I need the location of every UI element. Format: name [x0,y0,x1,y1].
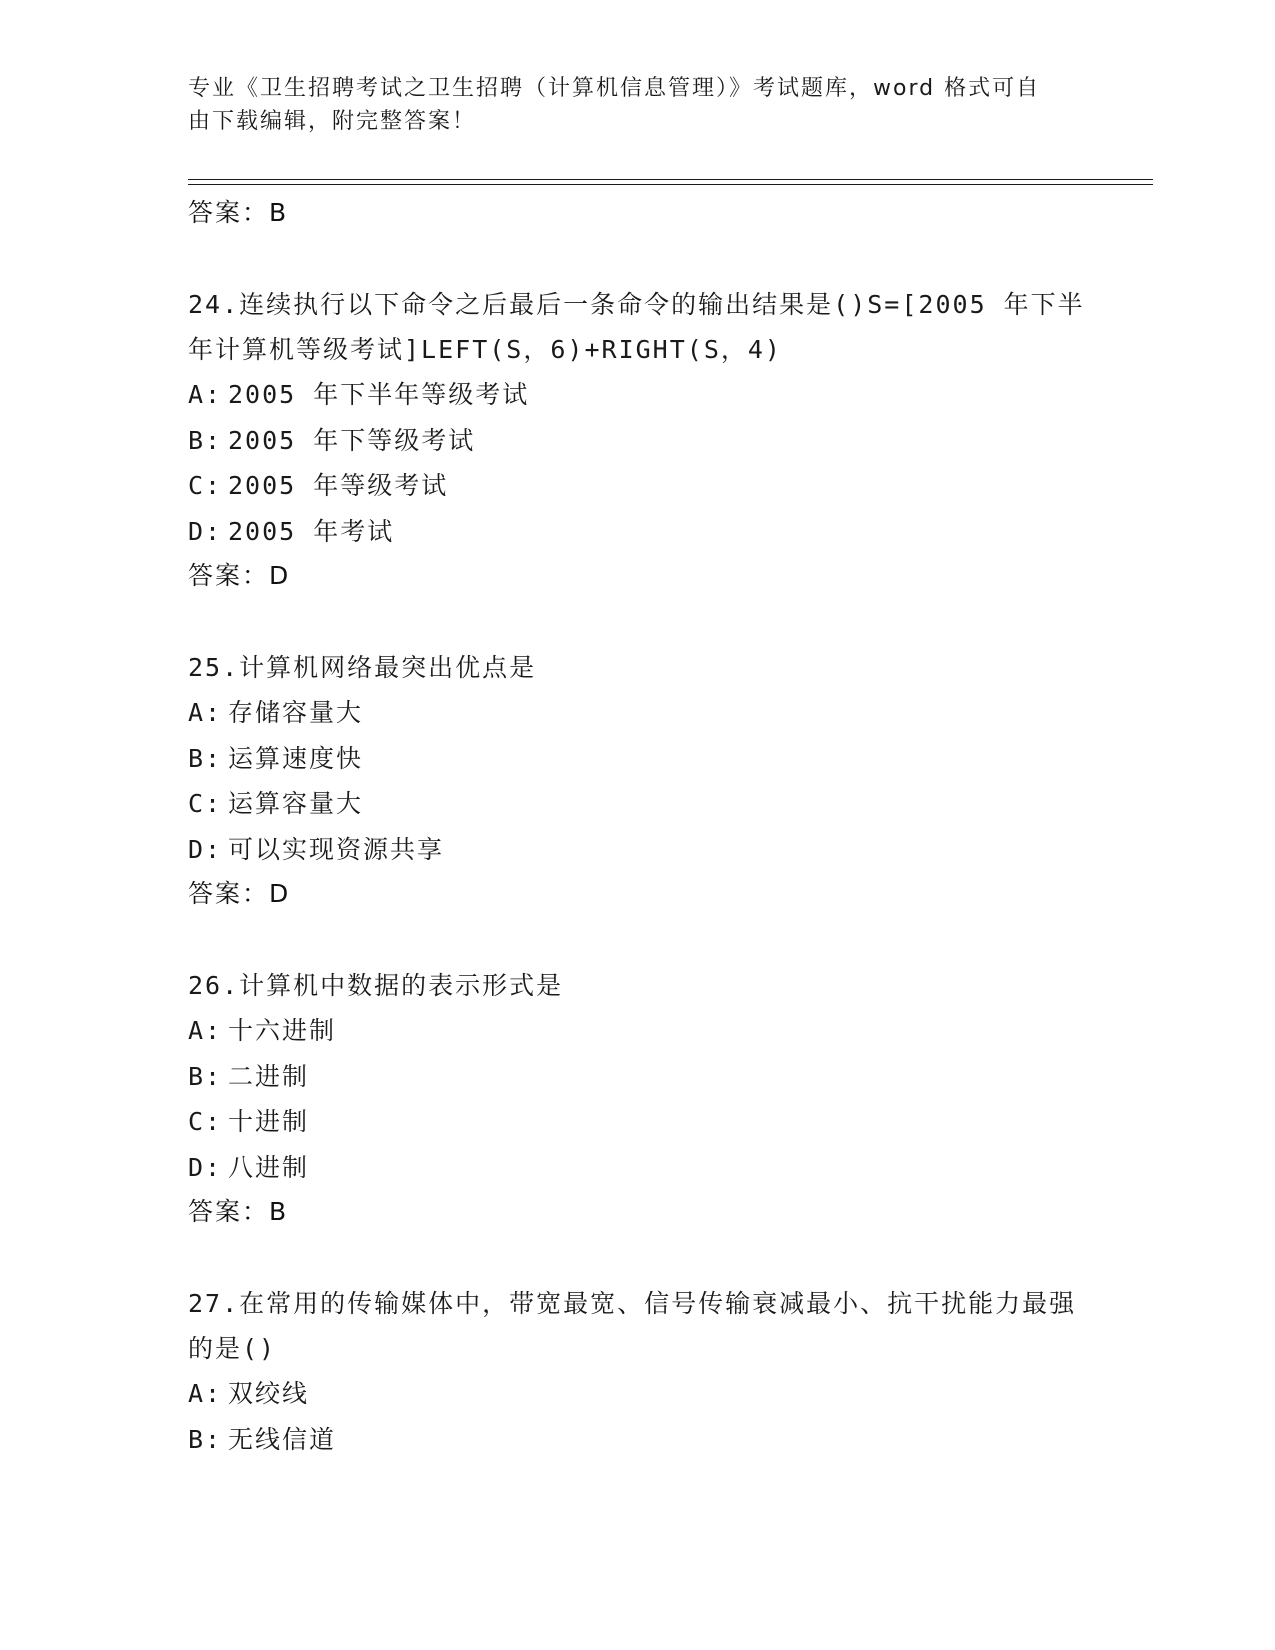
option-a [188,1008,1088,1054]
option-key: B: [188,743,223,773]
option-d [188,1145,1088,1191]
question-stem: 26.计算机中数据的表示形式是 [188,971,564,1000]
option-key: B: [188,425,223,455]
option-text: 2005 年下等级考试 [228,425,476,455]
option-text: 2005 年下半年等级考试 [228,380,530,409]
option-text: 运算容量大 [228,789,364,818]
option-key: D: [188,516,223,546]
option-a [188,372,1088,418]
question-25 [188,645,1088,916]
option-c [188,781,1088,827]
option-key: C: [188,1107,223,1136]
option-text: 存储容量大 [228,698,364,727]
option-key: C: [188,789,223,818]
option-text: 二进制 [228,1061,310,1091]
option-b [188,418,1088,464]
option-key: D: [188,834,223,864]
option-text: 2005 年等级考试 [228,471,449,500]
question-24 [188,282,1088,598]
option-key: A: [188,698,223,727]
question-26 [188,963,1088,1234]
header-divider-top [188,179,1153,180]
document-header [188,72,1088,138]
option-text: 运算速度快 [228,743,364,773]
answer-line: 答案：B [188,1197,289,1226]
option-key: C: [188,471,223,500]
option-a [188,690,1088,736]
question-stem: 24.连续执行以下命令之后最后一条命令的输出结果是()S=[2005 年下半年计算机等级考试]LEFT(S，6)+RIGHT(S，4) [188,290,1085,364]
answer-line: 答案：D [188,561,291,590]
question-stem: 27.在常用的传输媒体中，带宽最宽、信号传输衰减最小、抗干扰能力最强的是() [188,1289,1077,1363]
option-text: 无线信道 [228,1424,337,1454]
option-key: A: [188,1379,223,1408]
option-text: 2005 年考试 [228,516,395,546]
option-b [188,1417,1088,1463]
option-c [188,463,1088,509]
option-b [188,1054,1088,1100]
question-stem: 25.计算机网络最突出优点是 [188,653,537,682]
option-key: B: [188,1424,223,1454]
question-27 [188,1281,1088,1462]
answer-line: 答案：B [188,198,289,227]
option-c [188,1099,1088,1145]
option-key: D: [188,1152,223,1182]
answer-line: 答案：D [188,879,291,908]
header-divider-bottom [188,184,1153,185]
option-a [188,1371,1088,1417]
option-text: 双绞线 [228,1379,310,1408]
question-list [188,191,1088,1462]
option-key: A: [188,380,223,409]
option-key: A: [188,1016,223,1045]
option-text: 十六进制 [228,1016,337,1045]
option-d [188,509,1088,555]
option-text: 十进制 [228,1107,310,1136]
option-b [188,736,1088,782]
option-text: 八进制 [228,1152,310,1182]
option-text: 可以实现资源共享 [228,834,445,864]
option-d [188,827,1088,873]
option-key: B: [188,1061,223,1091]
header-line-2: 由下载编辑，附完整答案！ [188,109,477,134]
header-line-1: 专业《卫生招聘考试之卫生招聘（计算机信息管理）》考试题库，word 格式可自 [188,76,1041,101]
